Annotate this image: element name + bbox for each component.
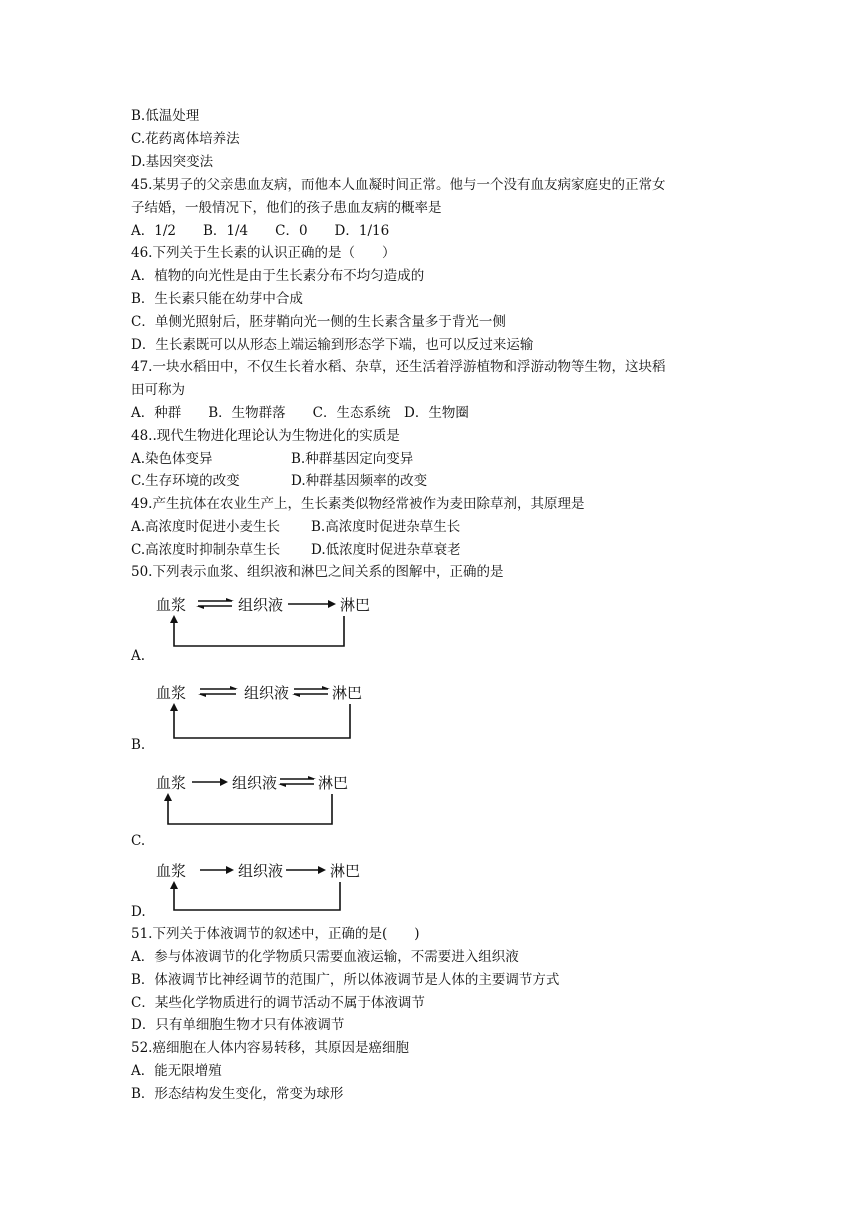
option-row bbox=[131, 471, 428, 491]
question-49: 49.产生抗体在农业生产上，生长素类似物经常被作为麦田除草剂，其原理是 bbox=[131, 496, 585, 512]
diagram-label-lymph: 淋巴 bbox=[332, 684, 363, 702]
option-line: D．生长素既可以从形态上端运输到形态学下端，也可以反过来运输 bbox=[131, 337, 534, 353]
option-line: B.种群基因定向变异 bbox=[291, 451, 414, 467]
option-line: C．某些化学物质进行的调节活动不属于体液调节 bbox=[131, 995, 425, 1011]
diagram-label-plasma: 血浆 bbox=[156, 774, 187, 792]
diagram-a bbox=[152, 588, 412, 656]
diagram-label-lymph: 淋巴 bbox=[340, 596, 371, 614]
diagram-label-lymph: 淋巴 bbox=[318, 774, 349, 792]
option-line: A．参与体液调节的化学物质只需要血液运输，不需要进入组织液 bbox=[131, 949, 519, 965]
question-50: 50.下列表示血浆、组织液和淋巴之间关系的图解中，正确的是 bbox=[131, 564, 504, 580]
diagram-label-lymph: 淋巴 bbox=[330, 862, 361, 880]
question-47-cont: 田可称为 bbox=[131, 382, 185, 398]
question-45-options: A．1/2 B．1/4 C．0 D．1/16 bbox=[131, 223, 390, 239]
diagram-c bbox=[152, 766, 412, 834]
option-line: C.生存环境的改变 bbox=[131, 473, 240, 489]
option-line: C.高浓度时抑制杂草生长 bbox=[131, 542, 281, 558]
question-52: 52.癌细胞在人体内容易转移，其原因是癌细胞 bbox=[131, 1040, 409, 1056]
diagram-label-plasma: 血浆 bbox=[156, 596, 187, 614]
option-line: A.染色体变异 bbox=[131, 451, 213, 467]
question-45-cont: 子结婚，一般情况下，他们的孩子患血友病的概率是 bbox=[131, 200, 442, 216]
option-line: D.种群基因频率的改变 bbox=[291, 473, 428, 489]
option-line: A．植物的向光性是由于生长素分布不均匀造成的 bbox=[131, 268, 425, 284]
diagram-label-tissue: 组织液 bbox=[238, 862, 284, 880]
option-line: B．生长素只能在幼芽中合成 bbox=[131, 291, 303, 307]
option-line: B.高浓度时促进杂草生长 bbox=[311, 519, 461, 535]
question-45: 45.某男子的父亲患血友病，而他本人血凝时间正常。他与一个没有血友病家庭史的正常女 bbox=[131, 177, 666, 193]
diagram-label-tissue: 组织液 bbox=[232, 774, 278, 792]
option-row bbox=[131, 449, 414, 469]
question-46: 46.下列关于生长素的认识正确的是（ ） bbox=[131, 245, 396, 261]
diagram-label-plasma: 血浆 bbox=[156, 684, 187, 702]
option-line: D.低浓度时促进杂草衰老 bbox=[311, 542, 461, 558]
diagram-label-tissue: 组织液 bbox=[244, 684, 290, 702]
option-line: B．体液调节比神经调节的范围广，所以体液调节是人体的主要调节方式 bbox=[131, 972, 560, 988]
diagram-b bbox=[152, 676, 412, 744]
option-line: B．形态结构发生变化，常变为球形 bbox=[131, 1086, 344, 1102]
diagram-label-tissue: 组织液 bbox=[238, 596, 284, 614]
question-51: 51.下列关于体液调节的叙述中，正确的是( ) bbox=[131, 926, 420, 942]
option-line: A．能无限增殖 bbox=[131, 1063, 222, 1079]
diagram-label-plasma: 血浆 bbox=[156, 862, 187, 880]
question-47-options: A．种群 B．生物群落 C．生态系统 D．生物圈 bbox=[131, 405, 469, 421]
option-label-c: C. bbox=[131, 833, 146, 849]
option-line: B.低温处理 bbox=[131, 108, 200, 124]
option-line: C．单侧光照射后，胚芽鞘向光一侧的生长素含量多于背光一侧 bbox=[131, 314, 506, 330]
option-row bbox=[131, 517, 461, 537]
option-label-b: B. bbox=[131, 737, 146, 753]
option-row bbox=[131, 540, 461, 560]
option-line: D.基因突变法 bbox=[131, 154, 214, 170]
option-label-d: D. bbox=[131, 904, 146, 920]
option-label-a: A. bbox=[131, 648, 146, 664]
option-line: C.花药离体培养法 bbox=[131, 131, 240, 147]
diagram-d bbox=[152, 854, 412, 922]
question-47: 47.一块水稻田中，不仅生长着水稻、杂草，还生活着浮游植物和浮游动物等生物，这块稻 bbox=[131, 359, 666, 375]
option-line: D．只有单细胞生物才只有体液调节 bbox=[131, 1017, 345, 1033]
option-line: A.高浓度时促进小麦生长 bbox=[131, 519, 281, 535]
question-48: 48..现代生物进化理论认为生物进化的实质是 bbox=[131, 428, 400, 444]
